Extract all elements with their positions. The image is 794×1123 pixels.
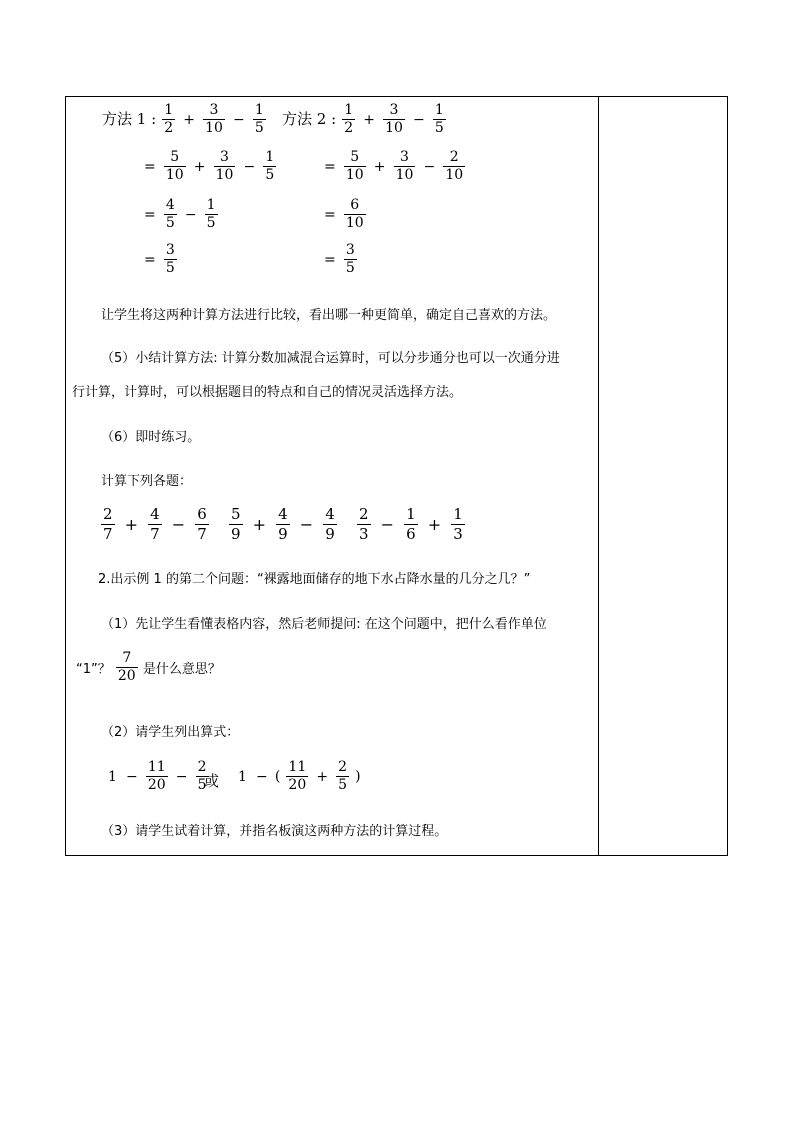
fraction: $\frac{5}{10}$ bbox=[165, 149, 184, 183]
operator: − bbox=[184, 206, 197, 223]
fraction: $\frac{1}{5}$ bbox=[206, 197, 216, 231]
fraction: $\frac{3}{10}$ bbox=[385, 102, 403, 136]
operator: + bbox=[363, 111, 375, 128]
method2-line1 bbox=[282, 103, 447, 136]
fraction: $\frac{4}{9}$ bbox=[325, 505, 335, 543]
operator: + bbox=[427, 515, 442, 534]
fraction: $\frac{1}{5}$ bbox=[434, 102, 444, 136]
fraction: $\frac{2}{5}$ bbox=[338, 759, 348, 793]
column-divider bbox=[598, 97, 599, 855]
method1-line1 bbox=[102, 103, 267, 136]
calc-title: 计算下列各题： bbox=[101, 474, 193, 489]
fraction: $\frac{11}{20}$ bbox=[147, 759, 166, 793]
fraction: $\frac{2}{5}$ bbox=[197, 759, 207, 793]
fraction: $\frac{3}{10}$ bbox=[215, 149, 234, 183]
fraction: $\frac{3}{10}$ bbox=[395, 149, 414, 183]
method1-line4 bbox=[142, 243, 178, 276]
operator: + bbox=[252, 515, 267, 534]
fraction: $\frac{2}{3}$ bbox=[359, 505, 369, 543]
fraction: $\frac{1}{5}$ bbox=[265, 149, 275, 183]
method1-line3 bbox=[142, 198, 219, 231]
method2-line2 bbox=[322, 150, 466, 183]
operator: − bbox=[243, 158, 256, 175]
operator: − bbox=[175, 768, 188, 785]
fraction: $\frac{3}{5}$ bbox=[345, 242, 355, 276]
fraction: $\frac{4}{5}$ bbox=[165, 197, 175, 231]
operator: + bbox=[316, 768, 329, 785]
fraction: $\frac{5}{10}$ bbox=[345, 149, 364, 183]
fraction: $\frac{2}{7}$ bbox=[103, 505, 113, 543]
summary-line-1: （5）小结计算方法: 计算分数加减混合运算时，可以分步通分也可以一次通分进 bbox=[101, 351, 560, 366]
equals: = bbox=[144, 251, 156, 268]
exercise-1 bbox=[100, 506, 210, 543]
method1-line2 bbox=[142, 150, 277, 183]
fraction: $\frac{5}{9}$ bbox=[231, 505, 241, 543]
operator: + bbox=[183, 111, 195, 128]
expression-1 bbox=[106, 760, 210, 793]
operator: − bbox=[233, 111, 245, 128]
operator: − bbox=[171, 515, 186, 534]
fraction: $\frac{2}{10}$ bbox=[445, 149, 464, 183]
number-one: 1 bbox=[238, 768, 247, 785]
method2-line3 bbox=[322, 198, 367, 231]
fraction: $\frac{6}{10}$ bbox=[345, 197, 364, 231]
method2-line4 bbox=[322, 243, 358, 276]
operator: − bbox=[423, 158, 436, 175]
fraction: $\frac{4}{7}$ bbox=[150, 505, 160, 543]
fraction: $\frac{3}{5}$ bbox=[165, 242, 175, 276]
operator: − bbox=[256, 768, 268, 785]
question-1-line-1: （1）先让学生看懂表格内容，然后老师提问: 在这个问题中，把什么看作单位 bbox=[101, 617, 547, 632]
method2-label: 方法 2 : bbox=[282, 110, 337, 128]
fraction: $\frac{1}{3}$ bbox=[453, 505, 463, 543]
exercise-3 bbox=[356, 506, 466, 543]
operator: + bbox=[124, 515, 139, 534]
question-2: （2）请学生列出算式： bbox=[101, 725, 240, 740]
right-paren: ) bbox=[355, 768, 361, 785]
fraction: $\frac{3}{10}$ bbox=[205, 102, 223, 136]
operator: − bbox=[380, 515, 395, 534]
equals: = bbox=[324, 206, 336, 223]
expression-2 bbox=[236, 760, 361, 793]
meaning-question: 是什么意思？ bbox=[142, 662, 221, 677]
fraction: $\frac{1}{2}$ bbox=[344, 102, 354, 136]
summary-line-2: 行计算，计算时，可以根据题目的特点和自己的情况灵活选择方法。 bbox=[72, 385, 463, 400]
exercise-2 bbox=[228, 506, 338, 543]
question-3: （3）请学生试着计算，并指名板演这两种方法的计算过程。 bbox=[101, 824, 448, 839]
question-1-line-2 bbox=[76, 651, 221, 684]
practice-heading: （6）即时练习。 bbox=[101, 430, 201, 445]
method1-label: 方法 1 : bbox=[102, 110, 157, 128]
left-paren: ( bbox=[274, 768, 281, 785]
fraction: $\frac{1}{6}$ bbox=[406, 505, 416, 543]
equals: = bbox=[324, 251, 336, 268]
fraction: $\frac{1}{5}$ bbox=[254, 102, 264, 136]
fraction: $\frac{6}{7}$ bbox=[197, 505, 207, 543]
operator: − bbox=[126, 768, 138, 785]
operator: − bbox=[413, 111, 425, 128]
operator: + bbox=[373, 158, 386, 175]
fraction: $\frac{1}{2}$ bbox=[164, 102, 174, 136]
operator: − bbox=[299, 515, 314, 534]
compare-paragraph: 让学生将这两种计算方法进行比较，看出哪一种更简单，确定自己喜欢的方法。 bbox=[101, 308, 557, 323]
fraction-7-20: $\frac{7}{20}$ bbox=[117, 650, 136, 684]
equals: = bbox=[144, 158, 156, 175]
example-question: 2.出示例 1 的第二个问题：“裸露地面储存的地下水占降水量的几分之几？” bbox=[98, 572, 531, 587]
unit-one-quote: “1”？ bbox=[76, 662, 111, 677]
fraction: $\frac{11}{20}$ bbox=[288, 759, 307, 793]
equals: = bbox=[144, 206, 156, 223]
number-one: 1 bbox=[108, 768, 117, 785]
fraction: $\frac{4}{9}$ bbox=[278, 505, 288, 543]
equals: = bbox=[324, 158, 336, 175]
or-word: 或 bbox=[204, 772, 220, 790]
operator: + bbox=[193, 158, 206, 175]
